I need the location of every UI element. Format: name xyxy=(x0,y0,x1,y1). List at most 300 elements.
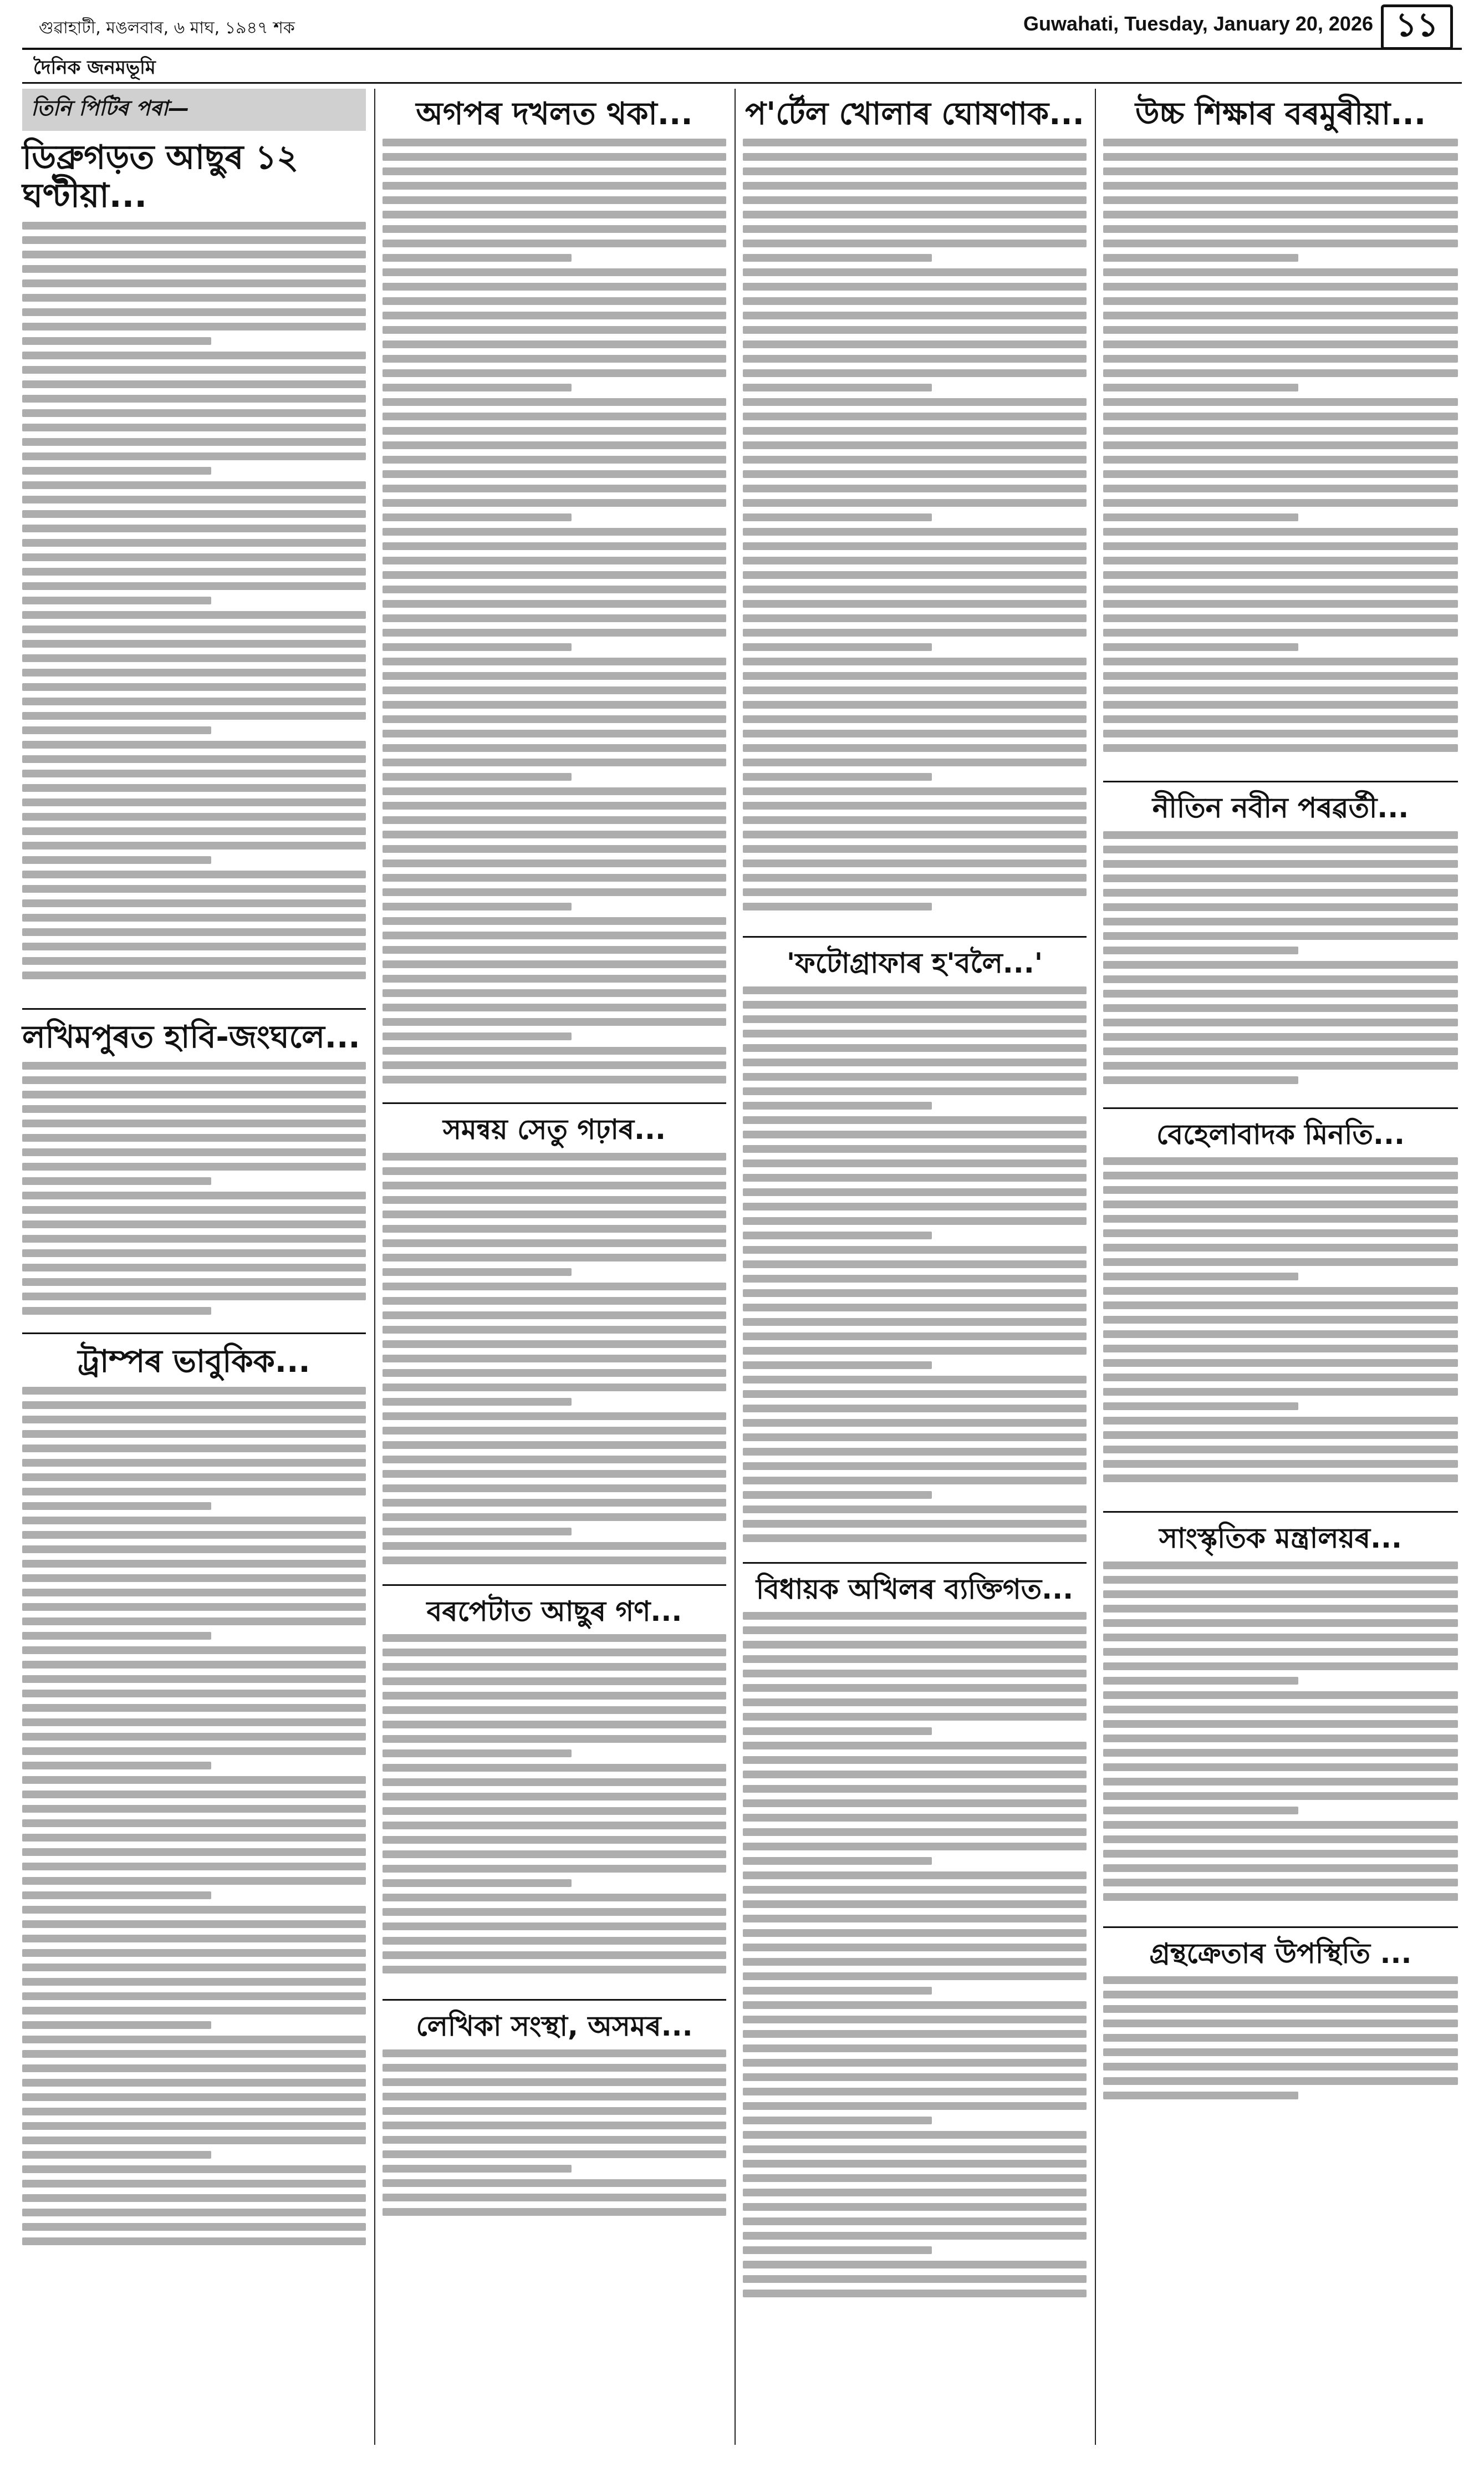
headline[interactable]: 'ফটোগ্ৰাফাৰ হ'বলৈ...' xyxy=(786,947,1043,980)
text-line xyxy=(743,1102,932,1110)
headline[interactable]: সমন্বয় সেতু গঢ়াৰ... xyxy=(442,1113,666,1146)
text-line xyxy=(743,1419,1087,1427)
text-line xyxy=(383,1865,726,1873)
text-line xyxy=(383,917,726,925)
article-body xyxy=(383,1153,726,1574)
column-divider xyxy=(374,89,375,2445)
text-line xyxy=(743,1857,932,1865)
text-line xyxy=(383,1340,726,1348)
text-line xyxy=(22,2165,366,2173)
text-line xyxy=(1103,2092,1298,2099)
text-line xyxy=(743,1332,1087,1340)
text-line xyxy=(383,773,572,781)
text-line xyxy=(743,196,1087,204)
text-line xyxy=(743,283,1087,291)
text-line xyxy=(383,600,726,608)
text-line xyxy=(22,1589,366,1596)
text-line xyxy=(22,2151,211,2159)
text-line xyxy=(22,871,366,878)
text-line xyxy=(1103,470,1458,478)
text-line xyxy=(743,254,932,262)
text-line xyxy=(22,337,211,345)
text-line xyxy=(743,1188,1087,1196)
text-line xyxy=(22,1278,366,1286)
headline[interactable]: ডিব্ৰুগড়ত আছুৰ ১২ ঘণ্টীয়া... xyxy=(22,138,299,215)
article-separator xyxy=(1103,1107,1458,1109)
text-line xyxy=(22,1805,366,1813)
text-line xyxy=(22,294,366,302)
article-separator xyxy=(22,1008,366,1010)
text-line xyxy=(22,1661,366,1669)
text-line xyxy=(743,1944,1087,1951)
text-line xyxy=(1103,1576,1458,1584)
text-line xyxy=(743,2261,1087,2268)
text-line xyxy=(22,409,366,417)
text-line xyxy=(22,539,366,547)
text-line xyxy=(743,1087,1087,1095)
text-line xyxy=(743,2016,1087,2023)
text-line xyxy=(383,312,726,319)
text-line xyxy=(22,1430,366,1438)
column-divider xyxy=(1095,89,1096,2445)
text-line xyxy=(1103,211,1458,218)
text-line xyxy=(383,1182,726,1189)
brand-name: দৈনিক জনমভূমি xyxy=(33,57,156,79)
headline[interactable]: বৰপেটাত আছুৰ গণ... xyxy=(426,1595,682,1627)
headline[interactable]: বেহেলাবাদক মিনতি... xyxy=(1156,1118,1405,1151)
text-line xyxy=(383,1879,572,1887)
text-line xyxy=(1103,1835,1458,1843)
text-line xyxy=(383,1311,726,1319)
text-line xyxy=(383,1018,726,1026)
text-line xyxy=(743,398,1087,406)
text-line xyxy=(1103,413,1458,420)
text-line xyxy=(383,816,726,824)
text-line xyxy=(1103,1301,1458,1309)
text-line xyxy=(1103,1634,1458,1641)
text-line xyxy=(22,510,366,518)
headline[interactable]: বিধায়ক অখিলৰ ব্যক্তিগত... xyxy=(756,1573,1074,1605)
text-line xyxy=(383,1937,726,1945)
text-line xyxy=(743,2160,1087,2168)
text-line xyxy=(1103,1561,1458,1569)
text-line xyxy=(22,1964,366,1971)
text-line xyxy=(22,467,211,475)
text-line xyxy=(1103,1345,1458,1352)
text-line xyxy=(22,424,366,431)
text-line xyxy=(1103,658,1458,665)
text-line xyxy=(743,1641,1087,1649)
column-divider xyxy=(735,89,736,2445)
text-line xyxy=(22,1747,366,1755)
text-line xyxy=(1103,1446,1458,1453)
text-line xyxy=(743,787,1087,795)
text-line xyxy=(1103,1186,1458,1194)
text-line xyxy=(383,1528,572,1535)
text-line xyxy=(1103,629,1458,637)
text-line xyxy=(383,1210,726,1218)
text-line xyxy=(383,326,726,334)
text-line xyxy=(22,2209,366,2216)
text-line xyxy=(743,903,932,910)
text-line xyxy=(743,1159,1087,1167)
text-line xyxy=(22,1517,366,1524)
text-line xyxy=(22,452,366,460)
text-line xyxy=(1103,513,1298,521)
text-line xyxy=(383,1663,726,1671)
text-line xyxy=(1103,254,1298,262)
headline[interactable]: নীতিন নবীন পৰৱৰ্তী... xyxy=(1152,792,1409,825)
text-line xyxy=(383,701,726,709)
text-line xyxy=(1103,384,1298,391)
text-line xyxy=(383,1735,726,1743)
text-line xyxy=(743,2131,1087,2139)
text-line xyxy=(383,2179,726,2187)
text-line xyxy=(22,971,366,979)
text-line xyxy=(22,251,366,258)
text-line xyxy=(743,686,1087,694)
text-line xyxy=(22,1416,366,1423)
text-line xyxy=(743,730,1087,737)
text-line xyxy=(1103,1792,1458,1800)
text-line xyxy=(743,2174,1087,2182)
text-line xyxy=(743,1131,1087,1138)
text-line xyxy=(1103,2063,1458,2071)
text-line xyxy=(383,499,726,507)
text-line xyxy=(22,308,366,316)
text-line xyxy=(743,986,1087,994)
headline[interactable]: লখিমপুৰত হাবি-জংঘলে... xyxy=(22,1019,360,1055)
text-line xyxy=(22,1387,366,1395)
text-line xyxy=(22,1264,366,1271)
text-line xyxy=(383,1383,726,1391)
text-line xyxy=(22,2036,366,2043)
text-line xyxy=(1103,1330,1458,1338)
text-line xyxy=(743,2088,1087,2095)
text-line xyxy=(383,1470,726,1478)
text-line xyxy=(1103,1619,1458,1627)
text-line xyxy=(743,225,1087,233)
headline[interactable]: উচ্চ শিক্ষাৰ বৰমুৰীয়া... xyxy=(1135,96,1426,132)
text-line xyxy=(743,1116,1087,1124)
text-line xyxy=(22,1646,366,1654)
text-line xyxy=(383,658,726,665)
text-line xyxy=(383,1004,726,1011)
text-line xyxy=(1103,1273,1298,1280)
text-line xyxy=(22,827,366,835)
text-line xyxy=(383,355,726,363)
text-line xyxy=(743,1289,1087,1297)
text-line xyxy=(383,1557,726,1564)
text-line xyxy=(22,611,366,619)
text-line xyxy=(743,1217,1087,1225)
text-line xyxy=(383,629,726,637)
text-line xyxy=(743,614,1087,622)
text-line xyxy=(743,528,1087,536)
text-line xyxy=(1103,1004,1458,1012)
column-1 xyxy=(22,89,366,2252)
text-line xyxy=(1103,326,1458,334)
text-line xyxy=(743,816,1087,824)
text-line xyxy=(383,932,726,939)
text-line xyxy=(383,254,572,262)
text-line xyxy=(743,1347,1087,1355)
headline[interactable]: ট্ৰাম্পৰ ভাবুকিক... xyxy=(78,1344,310,1380)
text-line xyxy=(1103,918,1458,925)
text-line xyxy=(22,1293,366,1300)
text-line xyxy=(743,413,1087,420)
article-body xyxy=(743,139,1087,926)
text-line xyxy=(22,1891,211,1899)
text-line xyxy=(383,2165,572,2173)
text-line xyxy=(22,2093,366,2101)
text-line xyxy=(22,625,366,633)
text-line xyxy=(383,2122,726,2129)
text-line xyxy=(1103,139,1458,146)
text-line xyxy=(383,759,726,766)
text-line xyxy=(1103,860,1458,868)
text-line xyxy=(743,1448,1087,1456)
text-line xyxy=(1103,1229,1458,1237)
text-line xyxy=(383,1764,726,1772)
text-line xyxy=(22,755,366,763)
text-line xyxy=(22,1545,366,1553)
text-line xyxy=(743,1626,1087,1634)
text-line xyxy=(1103,1157,1458,1165)
text-line xyxy=(743,2275,1087,2283)
text-line xyxy=(22,222,366,230)
text-line xyxy=(383,1254,726,1262)
text-line xyxy=(383,268,726,276)
text-line xyxy=(1103,1431,1458,1439)
text-line xyxy=(383,211,726,218)
text-line xyxy=(1103,182,1458,190)
text-line xyxy=(743,1059,1087,1066)
text-line xyxy=(22,2194,366,2202)
text-line xyxy=(383,1908,726,1916)
text-line xyxy=(743,1958,1087,1966)
text-line xyxy=(1103,1605,1458,1613)
text-line xyxy=(22,2137,366,2144)
text-line xyxy=(743,773,932,781)
text-line xyxy=(743,1361,932,1369)
article-separator xyxy=(383,1584,726,1586)
text-line xyxy=(383,614,726,622)
text-line xyxy=(383,413,726,420)
text-line xyxy=(1103,2077,1458,2085)
text-line xyxy=(743,1612,1087,1620)
text-line xyxy=(22,1401,366,1409)
text-line xyxy=(1103,686,1458,694)
text-line xyxy=(22,654,366,662)
text-line xyxy=(1103,1033,1458,1041)
text-line xyxy=(383,297,726,305)
text-line xyxy=(383,1032,572,1040)
text-line xyxy=(22,582,366,590)
text-line xyxy=(383,153,726,161)
article-body xyxy=(383,1634,726,1989)
text-line xyxy=(743,600,1087,608)
text-line xyxy=(1103,1677,1298,1685)
text-line xyxy=(743,859,1087,867)
text-line xyxy=(22,438,366,446)
text-line xyxy=(743,586,1087,593)
text-line xyxy=(383,485,726,492)
text-line xyxy=(743,1698,1087,1706)
text-line xyxy=(22,698,366,705)
text-line xyxy=(22,2108,366,2115)
headline[interactable]: গ্ৰন্থক্ৰেতাৰ উপস্থিতি ... xyxy=(1149,1937,1412,1970)
text-line xyxy=(383,686,726,694)
text-line xyxy=(743,629,1087,637)
text-line xyxy=(743,340,1087,348)
article-body xyxy=(1103,831,1458,1097)
text-line xyxy=(1103,1316,1458,1324)
text-line xyxy=(1103,2048,1458,2056)
text-line xyxy=(743,427,1087,435)
text-line xyxy=(22,323,366,330)
text-line xyxy=(22,1675,366,1683)
text-line xyxy=(383,369,726,377)
text-line xyxy=(1103,1590,1458,1598)
text-line xyxy=(383,1484,726,1492)
text-line xyxy=(1103,1864,1458,1872)
headline[interactable]: লেখিকা সংস্থা, অসমৰ... xyxy=(416,2010,693,2043)
text-line xyxy=(22,1120,366,1127)
text-line xyxy=(383,398,726,406)
text-line xyxy=(22,2180,366,2188)
text-line xyxy=(22,1091,366,1098)
text-line xyxy=(22,943,366,950)
text-line xyxy=(743,802,1087,810)
article-body xyxy=(383,2049,726,2227)
text-line xyxy=(383,1542,726,1550)
text-line xyxy=(743,2059,1087,2067)
text-line xyxy=(1103,456,1458,464)
text-line xyxy=(22,1617,366,1625)
text-line xyxy=(1103,355,1458,363)
text-line xyxy=(743,369,1087,377)
text-line xyxy=(743,1505,1087,1513)
text-line xyxy=(22,899,366,907)
text-line xyxy=(743,268,1087,276)
text-line xyxy=(22,885,366,893)
article-body xyxy=(1103,1976,1458,2109)
text-line xyxy=(383,240,726,247)
text-line xyxy=(22,1531,366,1539)
text-line xyxy=(383,1850,726,1858)
text-line xyxy=(1103,1474,1458,1482)
text-line xyxy=(383,427,726,435)
text-line xyxy=(743,2203,1087,2211)
text-line xyxy=(1103,499,1458,507)
text-line xyxy=(1103,1807,1298,1814)
text-line xyxy=(743,1318,1087,1326)
text-line xyxy=(743,139,1087,146)
text-line xyxy=(383,1807,726,1815)
text-line xyxy=(22,784,366,792)
section-kicker: তিনি পিটিৰ পৰা— xyxy=(22,89,366,131)
text-line xyxy=(383,1894,726,1901)
text-line xyxy=(743,1742,1087,1749)
text-line xyxy=(22,1848,366,1856)
text-line xyxy=(22,2050,366,2058)
article-separator xyxy=(1103,1926,1458,1928)
text-line xyxy=(1103,586,1458,593)
text-line xyxy=(22,712,366,720)
text-line xyxy=(743,441,1087,449)
text-line xyxy=(383,182,726,190)
text-line xyxy=(383,2208,726,2216)
text-line xyxy=(383,1427,726,1435)
text-line xyxy=(383,1499,726,1507)
text-line xyxy=(1103,196,1458,204)
text-line xyxy=(1103,1734,1458,1742)
text-line xyxy=(383,1412,726,1420)
text-line xyxy=(22,380,366,388)
text-line xyxy=(383,225,726,233)
text-line xyxy=(1103,225,1458,233)
text-line xyxy=(743,1972,1087,1980)
text-line xyxy=(383,1456,726,1463)
text-line xyxy=(1103,1172,1458,1179)
header-rule-bottom xyxy=(22,82,1462,84)
text-line xyxy=(383,903,572,910)
text-line xyxy=(1103,1763,1458,1771)
text-line xyxy=(22,1978,366,1986)
headline[interactable]: প'ৰ্টেল খোলাৰ ঘোষণাক... xyxy=(745,96,1084,132)
text-line xyxy=(22,1444,366,1452)
text-line xyxy=(1103,1749,1458,1757)
text-line xyxy=(383,874,726,882)
text-line xyxy=(743,312,1087,319)
text-line xyxy=(743,1203,1087,1210)
text-line xyxy=(743,456,1087,464)
headline[interactable]: সাংস্কৃতিক মন্ত্ৰালয়ৰ... xyxy=(1159,1522,1403,1555)
text-line xyxy=(743,1001,1087,1009)
text-line xyxy=(743,1246,1087,1254)
text-line xyxy=(743,1534,1087,1542)
article-body xyxy=(1103,1157,1458,1501)
text-line xyxy=(22,2079,366,2087)
text-line xyxy=(1103,614,1458,622)
article-body xyxy=(1103,1561,1458,1916)
text-line xyxy=(383,2136,726,2144)
text-line xyxy=(22,1163,366,1171)
text-line xyxy=(743,2117,932,2124)
text-line xyxy=(743,211,1087,218)
text-line xyxy=(1103,485,1458,492)
text-line xyxy=(22,1762,211,1769)
text-line xyxy=(1103,1976,1458,1984)
text-line xyxy=(22,842,366,850)
text-line xyxy=(383,384,572,391)
text-line xyxy=(743,1477,1087,1484)
text-line xyxy=(383,960,726,968)
text-line xyxy=(1103,1287,1458,1295)
text-line xyxy=(1103,369,1458,377)
text-line xyxy=(743,2030,1087,2038)
text-line xyxy=(22,481,366,489)
article-body xyxy=(1103,139,1458,771)
headline[interactable]: অগপৰ দখলত থকা... xyxy=(416,96,693,132)
text-line xyxy=(22,1560,366,1568)
text-line xyxy=(383,2064,726,2072)
text-line xyxy=(1103,672,1458,680)
text-line xyxy=(383,1793,726,1800)
text-line xyxy=(1103,1201,1458,1208)
text-line xyxy=(22,640,366,648)
